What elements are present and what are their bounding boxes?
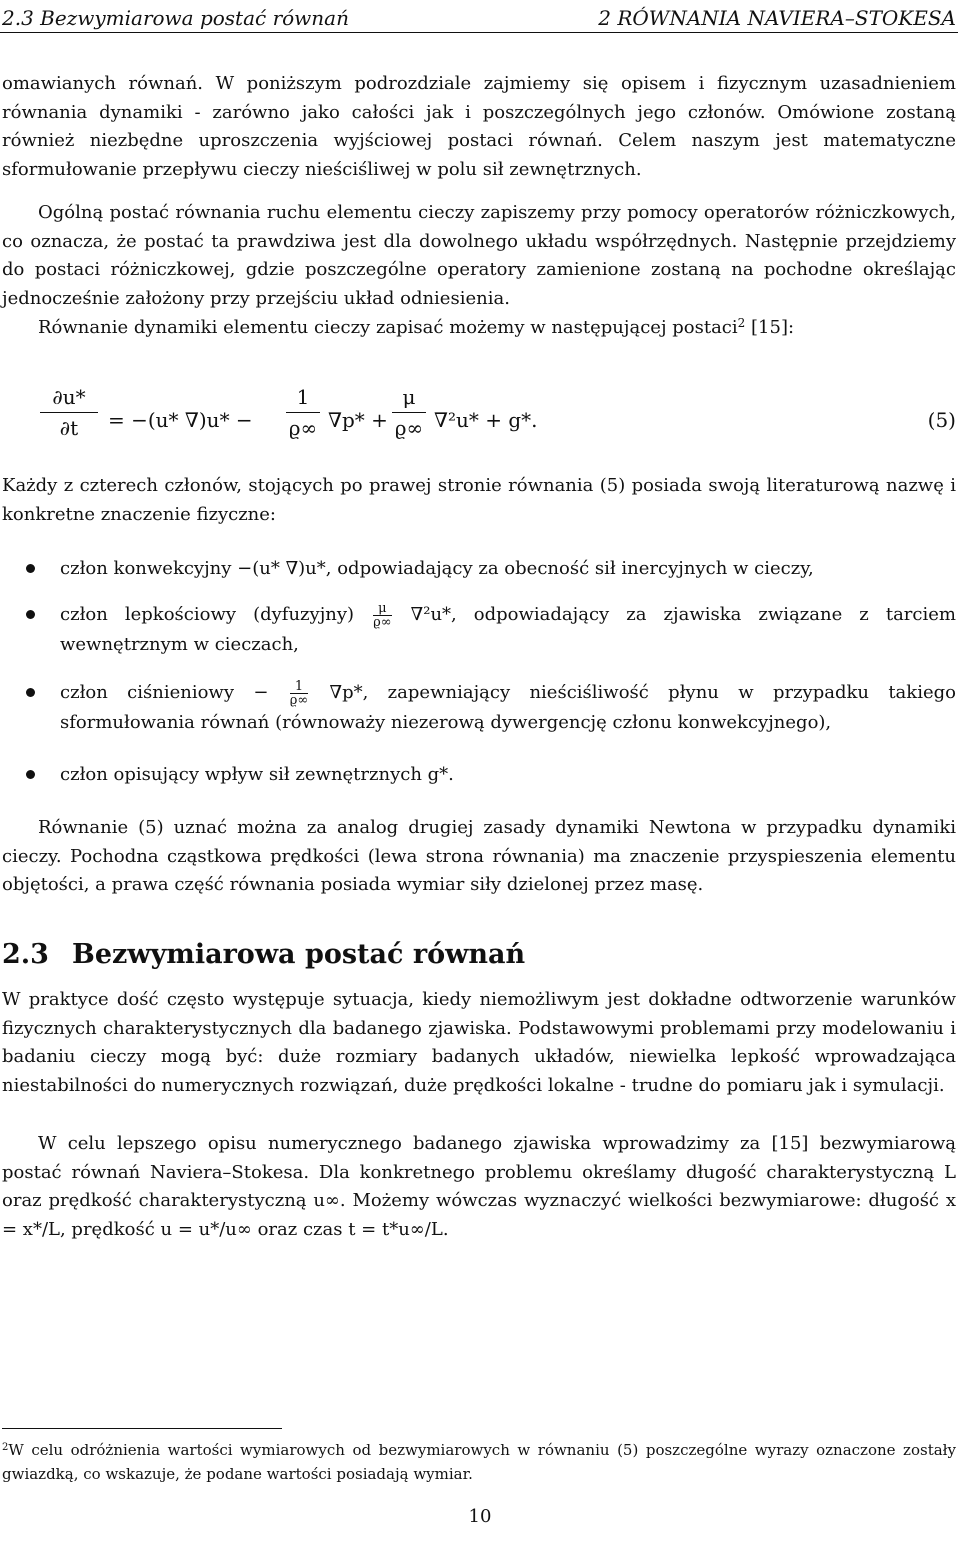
equation-pressure-denominator: ϱ∞ — [288, 416, 318, 440]
fraction-bar — [286, 412, 320, 413]
intro-paragraph-1: omawianych równań. W poniższym podrozdziale zajmiemy się opisem i fizycznym uzasadnieniem równania dynamiki - zarówno jako całości jak i poszczególnych jego członów. Omówione zostaną również niezbędne uproszczenia wyjściowej postaci równań. Celem naszym jest matematyczne sformułowanie przepływu cieczy nieściśliwej w polu sił zewnętrznych. — [2, 73, 956, 180]
equation-viscous-term: ∇²u* + g*. — [434, 408, 538, 432]
equation-viscous-denominator: ϱ∞ — [394, 416, 424, 440]
page-number: 10 — [468, 1506, 492, 1527]
list-item — [60, 760, 956, 790]
intro-paragraph-2: Ogólną postać równania ruchu elementu cieczy zapiszemy przy pomocy operatorów różniczkowych, co oznacza, że postać ta prawdziwa jest dla dowolnego układu współrzędnych. Następnie przejdziemy do postaci różniczkowej, gdzie poszczególne operatory zamienione zostaną na pochodne określając jednocześnie założony przy przejściu układ odniesienia. — [2, 202, 956, 309]
footnote-reference[interactable]: 2 — [737, 316, 746, 330]
equation-lhs-fraction — [40, 384, 98, 441]
list-item-text-post: ∇p*, zapewniający nieściśliwość płynu w przypadku takiego sformułowania równań (równoważy niezerową dywergencję członu konwekcyjnego), — [60, 682, 956, 733]
section-paragraph-1: W praktyce dość często występuje sytuacja, kiedy niemożliwym jest dokładne odtworzenie warunków fizycznych charakterystycznych dla badanego zjawiska. Podstawowymi problemami przy modelowaniu i badaniu cieczy mogą być: duże rozmiary badanych układów, niewielka lepkość wprowadzająca niestabilności do numerycznych rozwiązań, duże prędkości lokalne - trudne do pomiaru jak i symulacji. — [2, 989, 956, 1096]
fraction-bar — [40, 412, 98, 413]
fraction-bar — [392, 412, 426, 413]
equation-viscous-fraction — [392, 384, 426, 441]
newton-analogy-paragraph: Równanie (5) uznać można za analog drugiej zasady dynamiki Newtona w przypadku dynamiki cieczy. Pochodna cząstkowa prędkości (lewa strona równania) ma znaczenie przyspieszenia elementu objętości, a prawa część równania posiada wymiar siły dzielonej przez masę. — [2, 817, 956, 896]
navier-stokes-equation — [40, 384, 956, 454]
bullet-icon — [26, 564, 35, 573]
bullet-icon — [26, 610, 35, 619]
list-item-text: człon opisujący wpływ sił zewnętrznych g*. — [60, 764, 454, 785]
footnote — [2, 1438, 956, 1486]
section-number: 2.3 — [2, 939, 49, 970]
bullet-icon — [26, 770, 35, 779]
equation-lhs-denominator: ∂t — [59, 416, 79, 440]
equation-pressure-fraction — [286, 384, 320, 441]
running-head-section: 2.3 Bezwymiarowa postać równań — [2, 6, 349, 30]
inline-fraction-denominator: ϱ∞ — [289, 692, 309, 708]
list-item — [60, 600, 956, 660]
list-item-text-pre: człon lepkościowy (dyfuzyjny) — [60, 604, 355, 625]
after-equation-paragraph: Każdy z czterech członów, stojących po prawej stronie równania (5) posiada swoją literaturową nazwę i konkretne znaczenie fizyczne: — [2, 475, 956, 525]
section-heading — [2, 938, 525, 972]
intro-paragraph-3-text: Równanie dynamiki elementu cieczy zapisać możemy w następującej postaci — [38, 317, 738, 338]
inline-fraction — [373, 602, 391, 629]
inline-fraction-numerator: 1 — [294, 678, 304, 694]
equation-number: (5) — [927, 408, 956, 432]
section-paragraph-2: W celu lepszego opisu numerycznego badanego zjawiska wprowadzimy za [15] bezwymiarową postać równań Naviera–Stokesa. Dla konkretnego problemu określamy długość charakterystyczną L oraz prędkość charakterystyczną u∞. Możemy wówczas wyznaczyć wielkości bezwymiarowe: długość x = x*/L, prędkość u = u*/u∞ oraz czas t = t*u∞/L. — [2, 1133, 956, 1240]
equation-pressure-numerator: 1 — [296, 385, 310, 409]
equation-viscous-numerator: μ — [402, 385, 416, 409]
bullet-icon — [26, 688, 35, 697]
inline-fraction-denominator: ϱ∞ — [373, 614, 392, 630]
equation-convective-term: = −(u* ∇)u* − — [108, 408, 253, 432]
equation-lhs-numerator: ∂u* — [52, 385, 86, 409]
footnote-mark: 2 — [2, 1442, 9, 1453]
list-item-text-pre: człon ciśnieniowy − — [60, 682, 269, 703]
citation: [15]: — [745, 317, 795, 338]
inline-fraction — [290, 680, 308, 707]
list-item — [60, 678, 956, 738]
inline-fraction-numerator: μ — [378, 600, 387, 616]
list-item — [60, 554, 956, 584]
footnote-text: W celu odróżnienia wartości wymiarowych od bezwymiarowych w równaniu (5) poszczególne wyrazy oznaczone zostały gwiazdką, co wskazuje, że podane wartości posiadają wymiar. — [2, 1441, 956, 1483]
footnote-rule — [2, 1428, 282, 1429]
running-head — [0, 4, 958, 33]
intro-paragraph-3 — [2, 314, 956, 343]
running-head-chapter: 2 RÓWNANIA NAVIERA–STOKESA — [598, 6, 956, 30]
equation-pressure-term: ∇p* + — [328, 408, 388, 432]
section-title: Bezwymiarowa postać równań — [72, 939, 526, 970]
list-item-text: człon konwekcyjny −(u* ∇)u*, odpowiadający za obecność sił inercyjnych w cieczy, — [60, 558, 814, 579]
list-item-text-post: ∇²u*, odpowiadający za zjawiska związane z tarciem wewnętrznym w cieczach, — [60, 604, 956, 655]
